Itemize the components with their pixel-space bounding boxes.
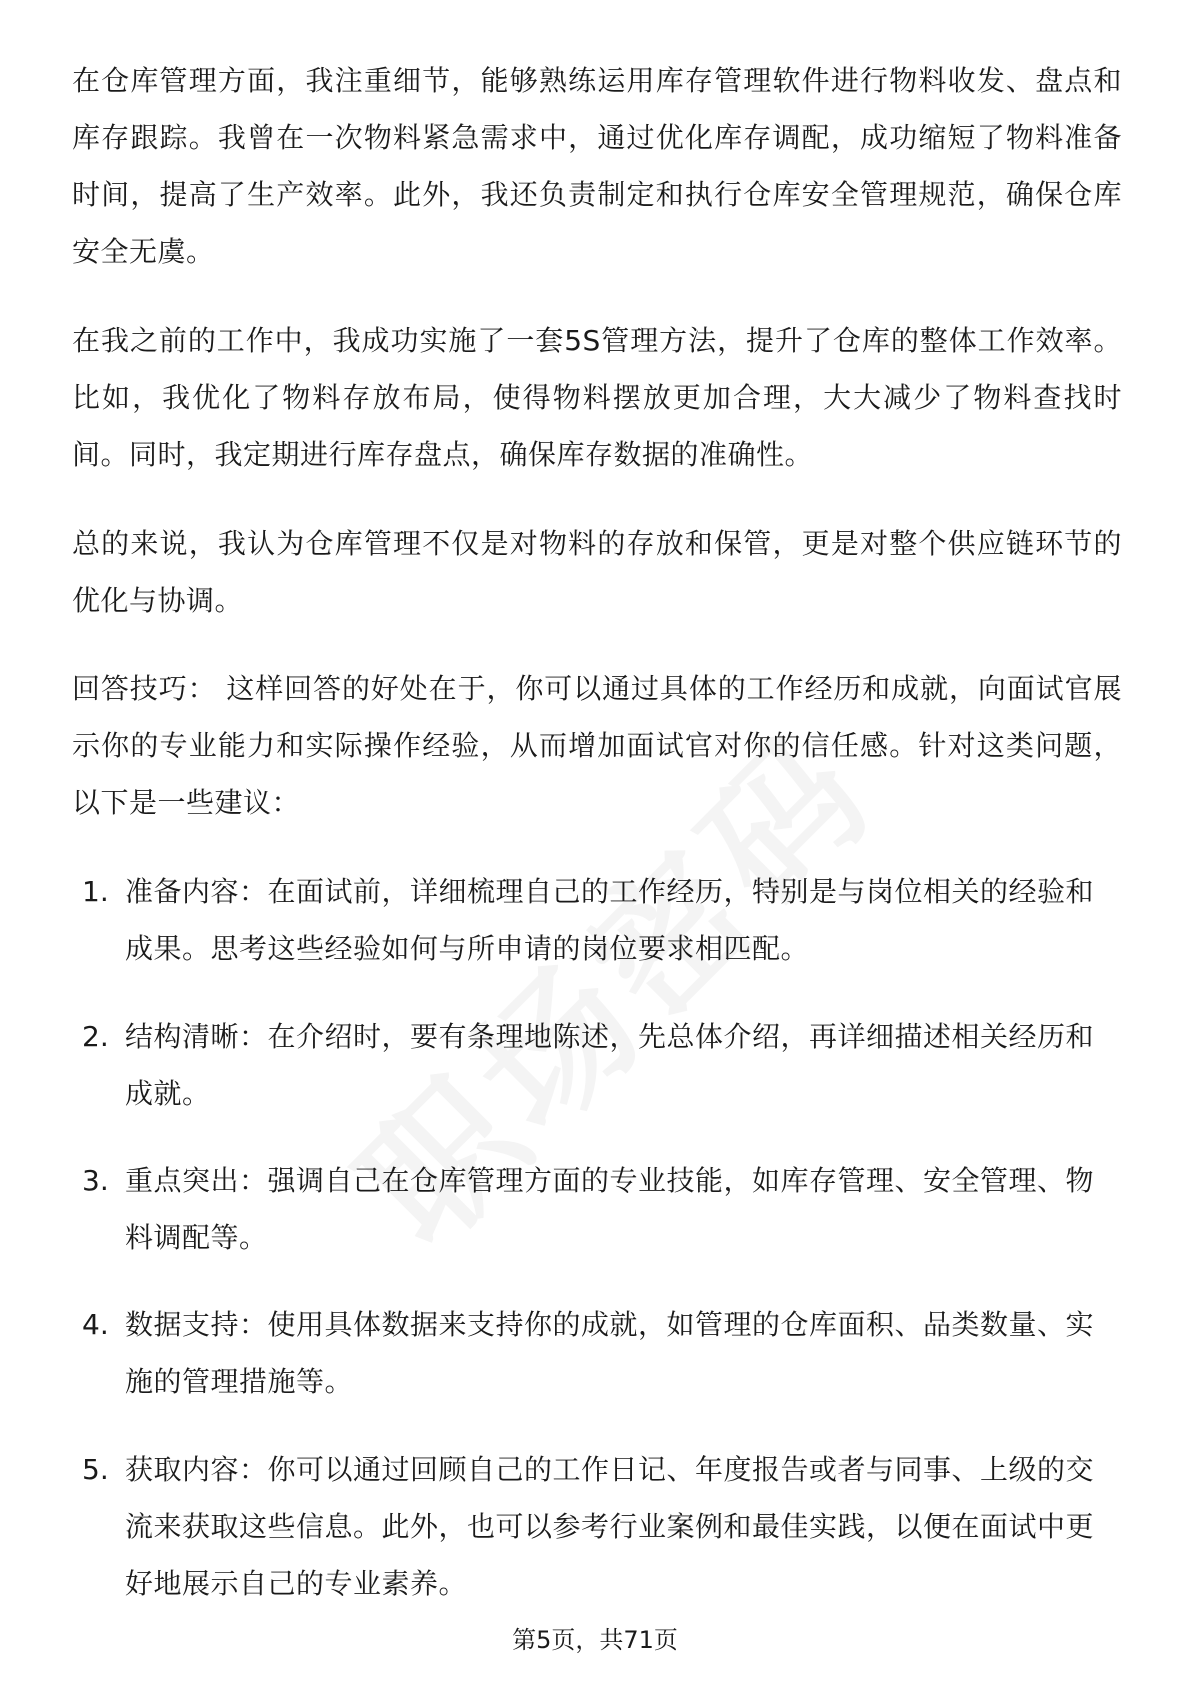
list-item-text: 结构清晰：在介绍时，要有条理地陈述，先总体介绍，再详细描述相关经历和成就。 [125,1020,1095,1110]
paragraph-warehouse-management: 在仓库管理方面，我注重细节，能够熟练运用库存管理软件进行物料收发、盘点和库存跟踪。我曾在一次物料紧急需求中，通过优化库存调配，成功缩短了物料准备时间，提高了生产效率。此外，我还负责制定和执行仓库安全管理规范，确保仓库安全无虞。 [72,64,1122,268]
list-item-text: 重点突出：强调自己在仓库管理方面的专业技能，如库存管理、安全管理、物料调配等。 [125,1164,1095,1254]
list-item-text: 数据支持：使用具体数据来支持你的成就，如管理的仓库面积、品类数量、实施的管理措施等。 [125,1308,1095,1398]
list-item-text: 准备内容：在面试前，详细梳理自己的工作经历，特别是与岗位相关的经验和成果。思考这些经验如何与所申请的岗位要求相匹配。 [125,875,1095,965]
paragraph-answer-tips: 回答技巧： 这样回答的好处在于，你可以通过具体的工作经历和成就，向面试官展示你的专业能力和实际操作经验，从而增加面试官对你的信任感。针对这类问题，以下是一些建议： [72,672,1122,819]
list-item-number: 5. [82,1453,109,1486]
list-item-number: 3. [82,1164,109,1197]
paragraph-5s-method: 在我之前的工作中，我成功实施了一套5S管理方法，提升了仓库的整体工作效率。比如，我优化了物料存放布局，使得物料摆放更加合理，大大减少了物料查找时间。同时，我定期进行库存盘点，确保库存数据的准确性。 [72,324,1122,471]
list-item-number: 2. [82,1020,109,1053]
paragraph-summary: 总的来说，我认为仓库管理不仅是对物料的存放和保管，更是对整个供应链环节的优化与协调。 [72,527,1122,617]
list-item-number: 1. [82,875,109,908]
list-item-text: 获取内容：你可以通过回顾自己的工作日记、年度报告或者与同事、上级的交流来获取这些信息。此外，也可以参考行业案例和最佳实践，以便在面试中更好地展示自己的专业素养。 [125,1453,1095,1600]
page-number: 第5页，共71页 [512,1626,678,1654]
list-item-number: 4. [82,1308,109,1341]
